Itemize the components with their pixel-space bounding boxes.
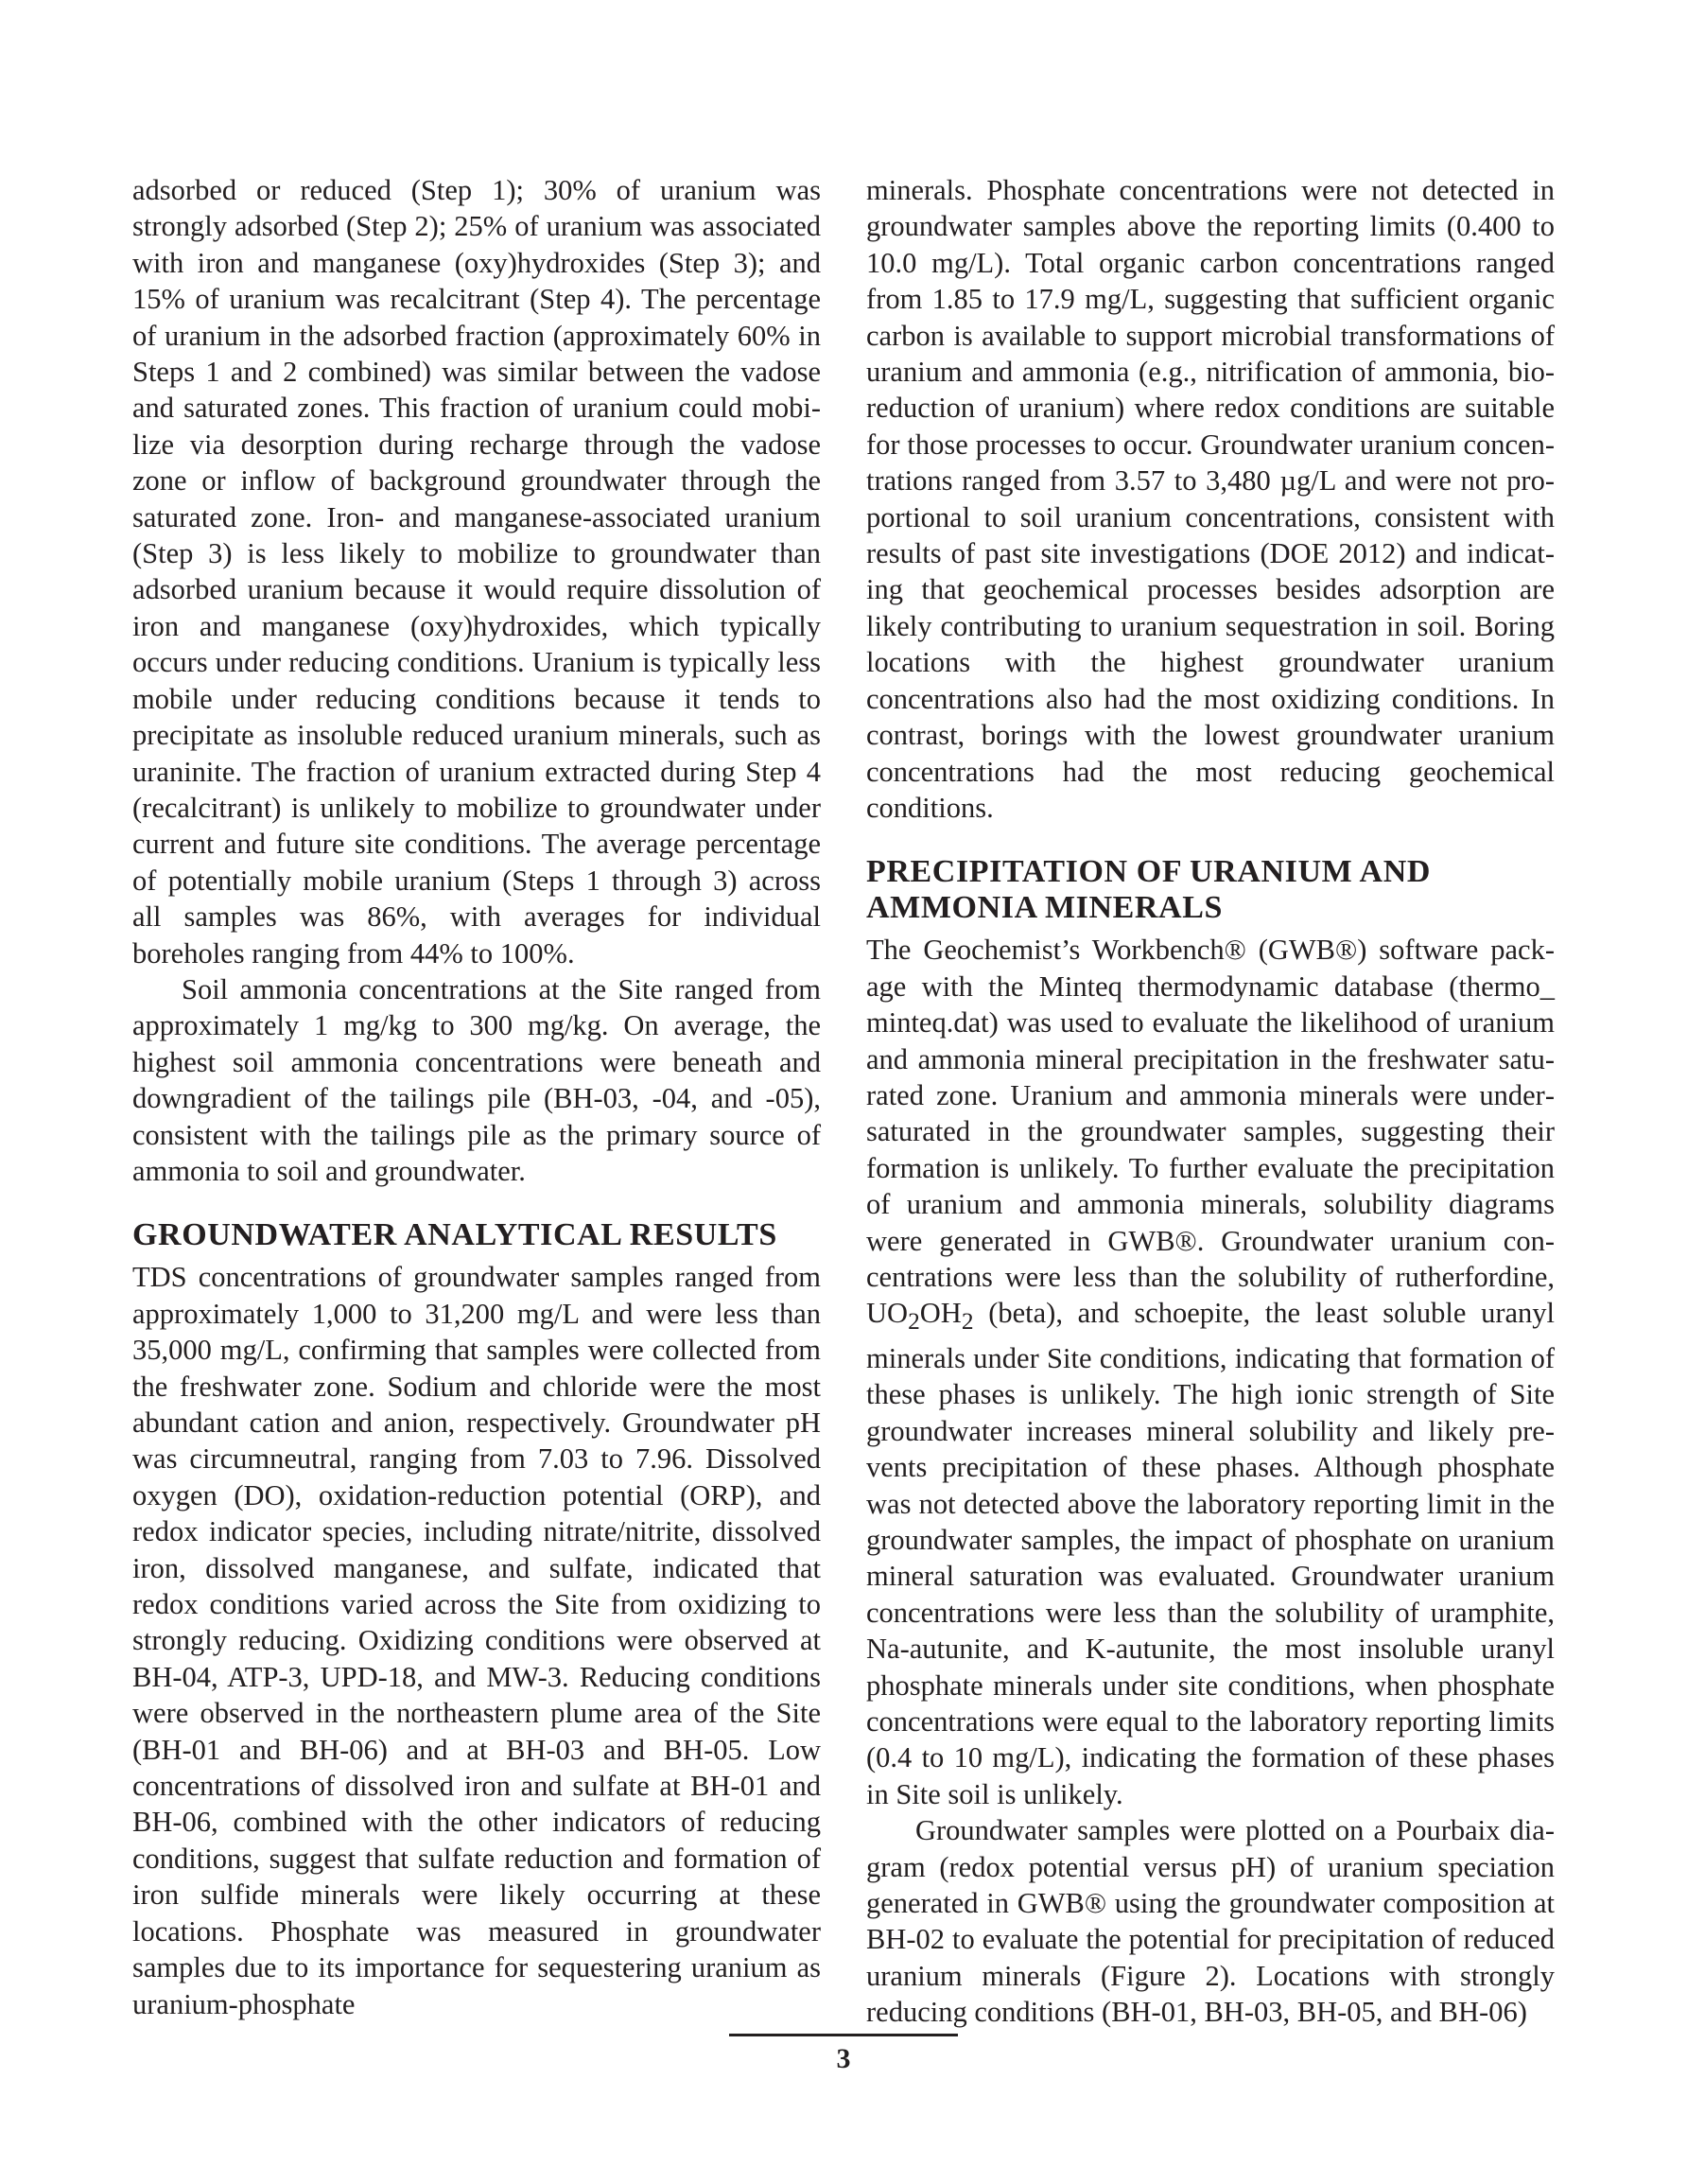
paragraph-text: (beta), and schoepite, the least soluble uranyl minerals under Site conditions, indicating that formation of these phases is unlikely. The high ionic strength of Site groundwater increases mineral solubility and likely prevents precipitation of these phases. Although phosphate was not detected above the laboratory reporting limit in the groundwater samples, the impact of phosphate on uranium mineral saturation was evaluated. Groundwater uranium concentrations were less than the solubility of uramphite, Na-autunite, and K-autunite, the most insoluble uranyl phosphate minerals under site conditions, when phosphate concentrations were equal to the laboratory reporting limits (0.4 to 10 mg/L), indicating the formation of these phases in Site soil is unlikely. — [866, 1297, 1555, 1810]
section-heading-line: PRECIPITATION OF URANIUM AND — [866, 854, 1432, 890]
section-heading-line: AMMONIA MINERALS — [866, 890, 1223, 926]
section-heading — [866, 854, 1555, 926]
body-paragraph: minerals. Phosphate concentrations were not detected in groundwater samples above the reporting limits (0.400 to 10.0 mg/L). Total organic carbon concentrations ranged from 1.85 to 17.9 mg/L, suggesting that sufficient organic carbon is available to support microbial transformations of uranium and ammonia (e.g., nitrification of ammonia, bioreduction of uranium) where redox conditions are suitable for those processes to occur. Groundwater uranium concentrations ranged from 3.57 to 3,480 µg/L and were not proportional to soil uranium concentrations, consistent with results of past site investigations (DOE 2012) and indicating that geochemical processes besides adsorption are likely contributing to uranium sequestration in soil. Boring locations with the highest groundwater uranium concentrations also had the most oxidizing conditions. In contrast, borings with the lowest groundwater uranium concentrations had the most reducing geochemical conditions. — [866, 174, 1555, 824]
paragraph-text: The Geochemist’s Workbench® (GWB®) software package with the Minteq thermodynamic database (thermo_ minteq.dat) was used to evaluate the likelihood of uranium and ammonia mineral precipitation in the freshwater saturated zone. Uranium and ammonia minerals were undersaturated in the groundwater samples, suggesting their formation is unlikely. To further evaluate the precipitation of uranium and ammonia minerals, solubility diagrams were generated in GWB®. Groundwater uranium concentrations were less than the solubility of rutherfordine, — [866, 934, 1555, 1293]
body-paragraph: Soil ammonia concentrations at the Site ranged from approximately 1 mg/kg to 300 mg/kg. On average, the highest soil ammonia concentrations were beneath and downgradient of the tailings pile (BH-03, -04, and -05), consistent with the tailings pile as the primary source of ammonia to soil and groundwater. — [132, 972, 821, 1187]
footer-rule — [729, 2034, 958, 2036]
right-column — [866, 172, 1555, 2031]
body-paragraph — [866, 932, 1555, 1812]
left-column — [132, 172, 821, 2022]
body-paragraph: TDS concentrations of groundwater samples ranged from approximately 1,000 to 31,200 mg/L and were less than 35,000 mg/L, confirming that samples were collected from the freshwater zone. Sodium and chloride were the most abundant cation and anion, respectively. Groundwater pH was circumneutral, ranging from 7.03 to 7.96. Dissolved oxygen (DO), oxidation-reduction potential (ORP), and redox indicator species, including nitrate/nitrite, dissolved iron, dissolved manganese, and sulfate, indicated that redox conditions varied across the Site from oxidizing to strongly reducing. Oxidizing conditions were observed at BH-04, ATP-3, UPD-18, and MW-3. Reducing conditions were observed in the northeastern plume area of the Site (BH-01 and BH-06) and at BH-03 and BH-05. Low concentrations of dissolved iron and sulfate at BH-01 and BH-06, combined with the other indicators of reducing conditions, suggest that sulfate reduction and formation of iron sulfide minerals were likely occurring at these locations. Phosphate was measured in groundwater samples due to its importance for sequestering uranium as uranium-phosphate — [132, 1261, 821, 2020]
chemical-formula: $UO_2OH_2$ — [866, 1297, 974, 1336]
page-number: 3 — [836, 2043, 851, 2074]
body-paragraph: adsorbed or reduced (Step 1); 30% of uranium was strongly adsorbed (Step 2); 25% of uranium was associated with iron and manganese (oxy)hydroxides (Step 3); and 15% of uranium was recalcitrant (Step 4). The percentage of uranium in the adsorbed fraction (approximately 60% in Steps 1 and 2 combined) was similar between the vadose and saturated zones. This fraction of uranium could mobilize via desorption during recharge through the vadose zone or inflow of background groundwater through the saturated zone. Iron- and manganese-associated uranium (Step 3) is less likely to mobilize to groundwater than adsorbed uranium because it would require dissolution of iron and manganese (oxy)hydroxides, which typically occurs under reducing conditions. Uranium is typically less mobile under reducing conditions because it tends to precipitate as insoluble reduced uranium minerals, such as uraninite. The fraction of uranium extracted during Step 4 (recalcitrant) is unlikely to mobilize to groundwater under current and future site conditions. The average percentage of potentially mobile uranium (Steps 1 through 3) across all samples was 86%, with averages for individual boreholes ranging from 44% to 100%. — [132, 174, 821, 970]
section-heading: GROUNDWATER ANALYTICAL RESULTS — [132, 1217, 777, 1253]
body-paragraph: Groundwater samples were plotted on a Pourbaix diagram (redox potential versus pH) of uranium speciation generated in GWB® using the groundwater composition at BH-02 to evaluate the potential for precipitation of reduced uranium minerals (Figure 2). Locations with strongly reducing conditions (BH-01, BH-03, BH-05, and BH-06) — [866, 1814, 1555, 2029]
